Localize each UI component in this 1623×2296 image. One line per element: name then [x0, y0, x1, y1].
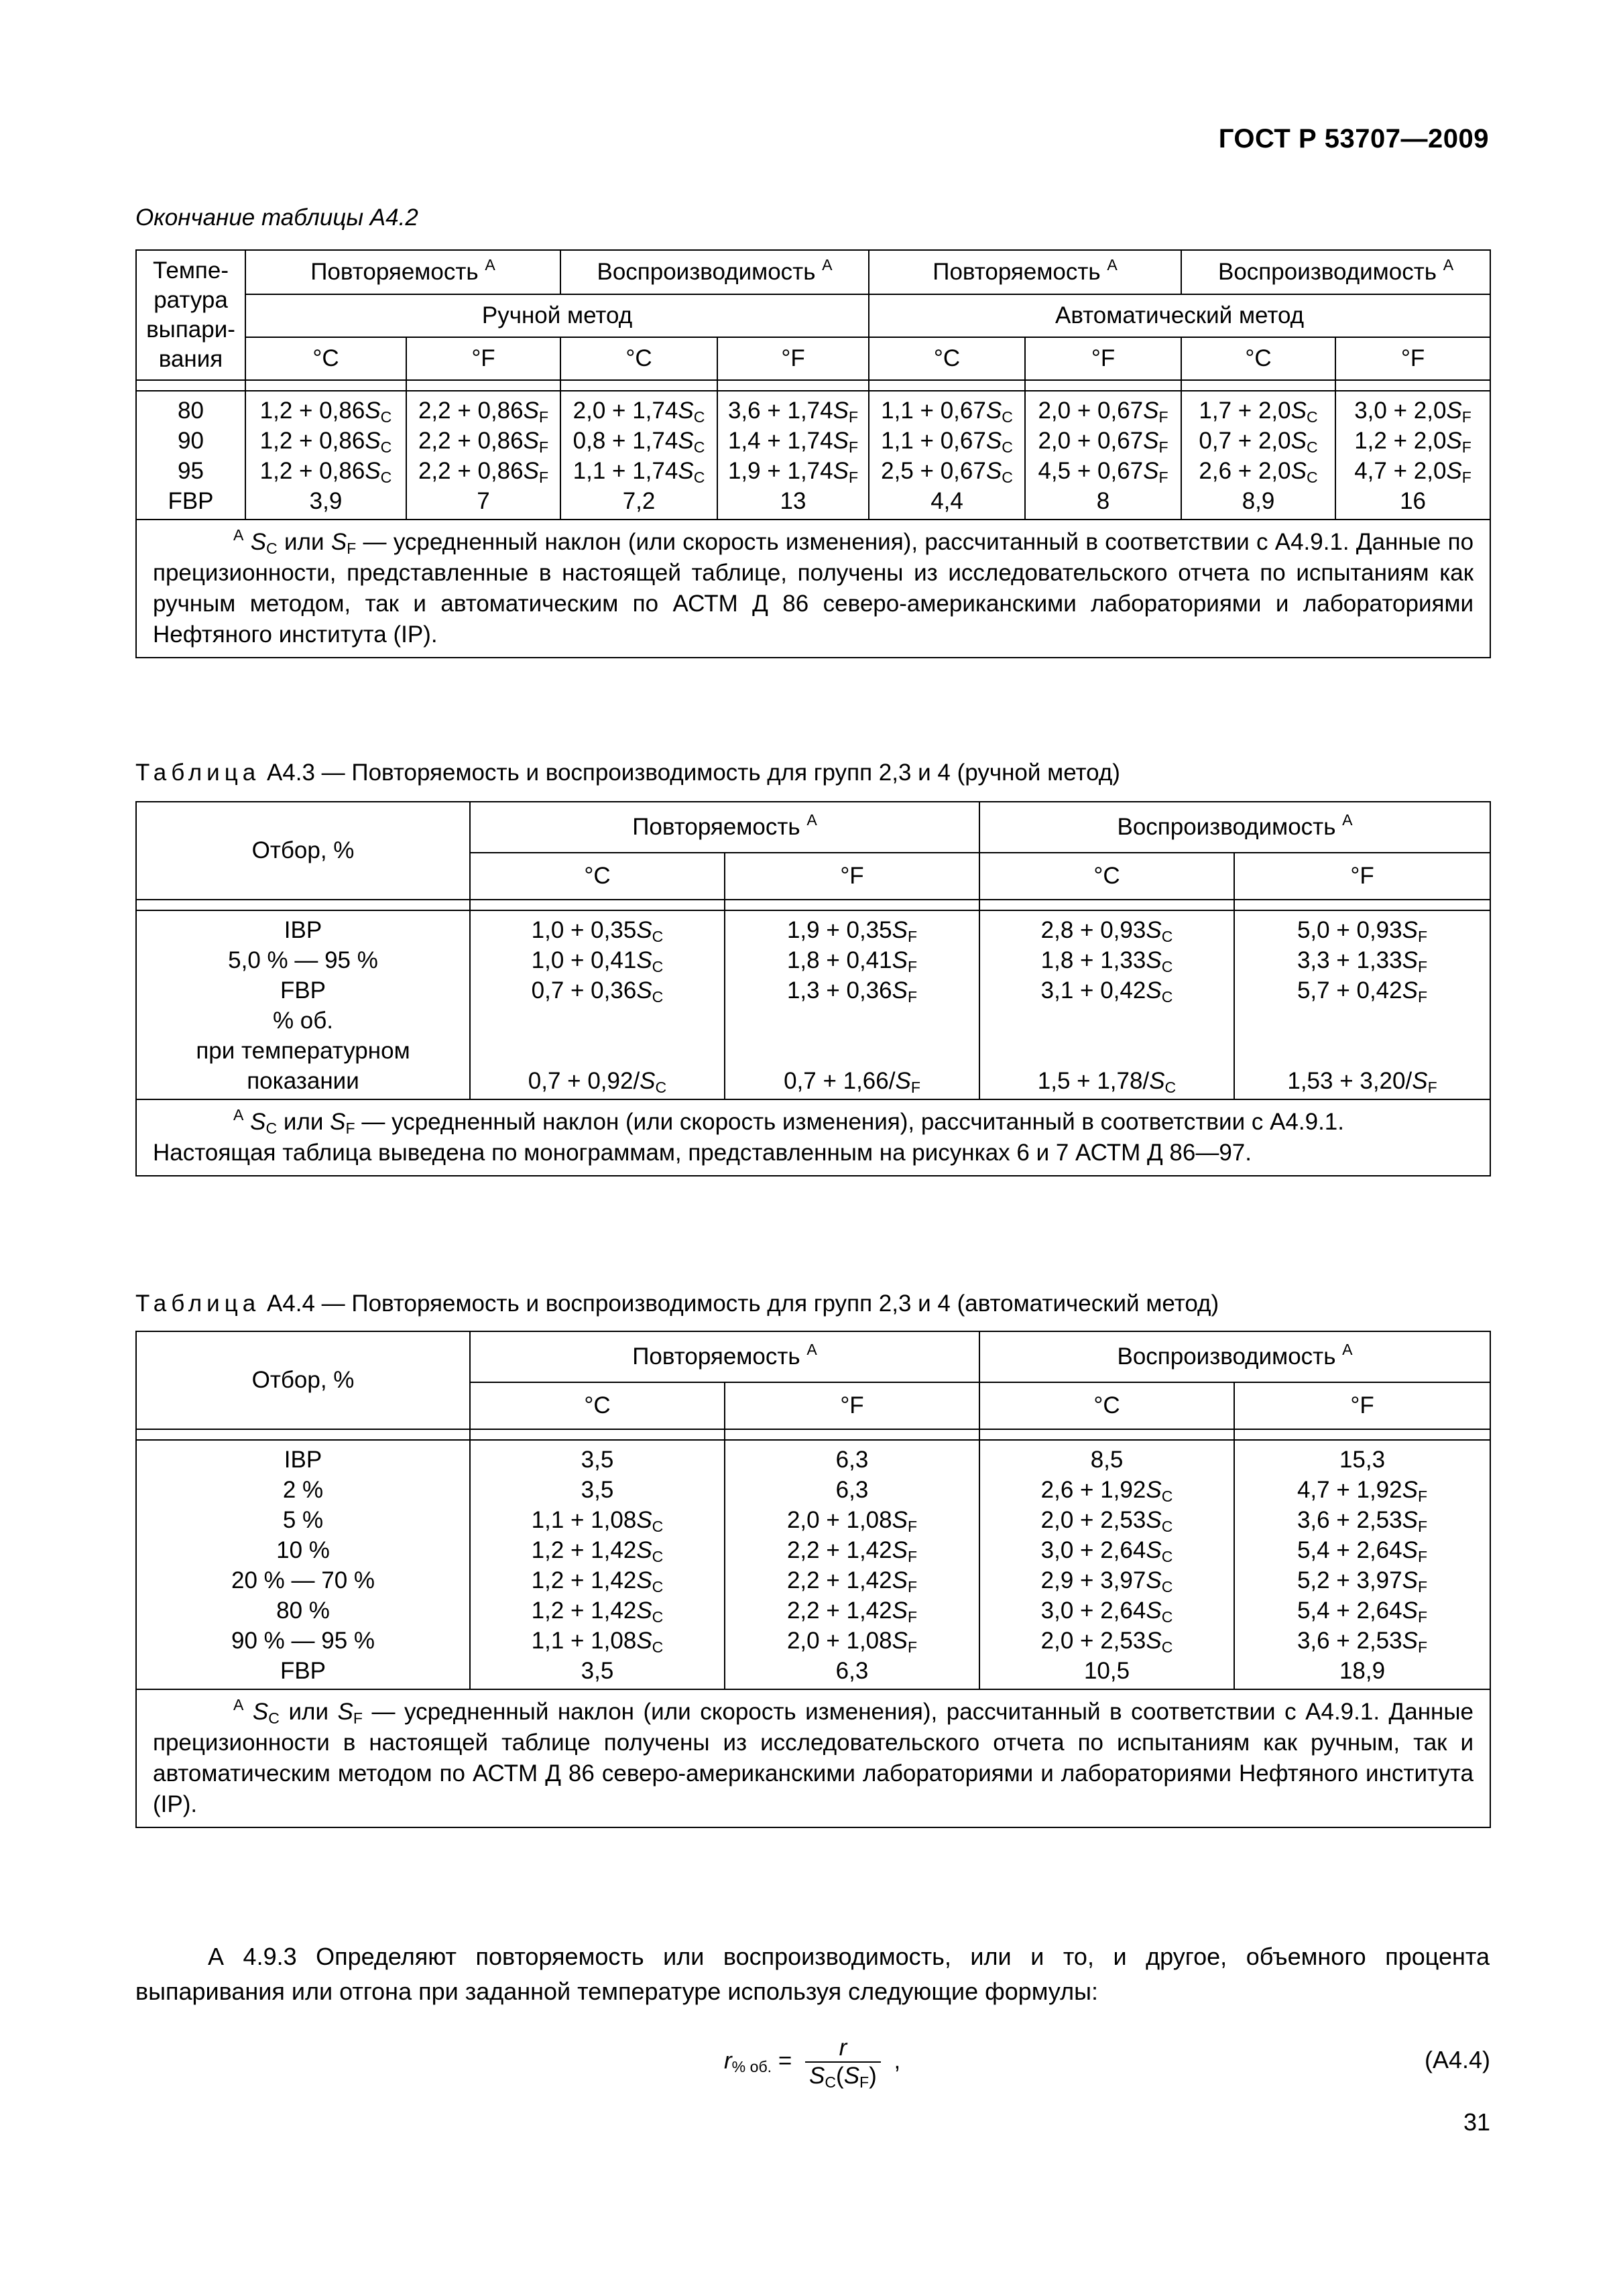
header-selection: Отбор, %: [136, 802, 470, 900]
table-cell: $1,0 + 0,35S_C$: [531, 917, 664, 945]
data-column: [979, 1440, 1234, 1689]
unit-c: °С: [979, 1382, 1234, 1429]
page-number: 31: [1463, 2108, 1490, 2136]
table-a44-footnote: $^А$ $S_C$ или $S_F$ — усредненный наклон (или скорость изменения), рассчитанный в соответствии с А4.9.1. Данные прецизионности в настоящей таблице получены из исследовательского отчета по испытаниям как ручным, так и автоматическим методом по АСТМ Д 86 северо-американскими лабораториями и лабораториями Нефтяного института (IP).: [136, 1689, 1490, 1827]
document-id: ГОСТ Р 53707—2009: [1218, 124, 1489, 154]
table-a42-caption: Окончание таблицы А4.2: [135, 204, 418, 231]
table-cell: $5,7 + 0,42S_F$: [1297, 977, 1428, 1006]
table-cell: $2,0 + 2,53S_C$: [1040, 1628, 1173, 1656]
row-label: 2 %: [282, 1477, 324, 1503]
table-cell: 15,3: [1339, 1447, 1386, 1473]
row-labels: [136, 1440, 470, 1689]
table-cell: $1,8 + 1,33S_C$: [1040, 947, 1173, 975]
row-label: 90 % — 95 %: [231, 1628, 375, 1654]
table-a43-footnote: $^А$ $S_C$ или $S_F$ — усредненный наклон (или скорость изменения), рассчитанный в соответствии с А4.9.1. Настоящая таблица выведена по монограммам, представленным на рисунках 6 и 7 АСТМ Д 86—97.: [136, 1099, 1490, 1176]
row-label: FBP: [168, 488, 214, 514]
unit-c: °С: [1181, 337, 1335, 380]
header-repeatability-auto: Повторяемость $^А$: [869, 250, 1181, 294]
table-cell: $2,2 + 0,86S_F$: [418, 398, 549, 426]
table-cell: $3,0 + 2,64S_C$: [1040, 1537, 1173, 1565]
table-a42-footnote: $^А$ $S_C$ или $S_F$ — усредненный наклон (или скорость изменения), рассчитанный в соответствии с А4.9.1. Данные по прецизионности, представленные в настоящей таблице, получены из исследовательского отчета по испытаниям как ручным методом, так и автоматическим по АСТМ Д 86 северо-американскими лабораториями и лабораториями Нефтяного института (IP).: [136, 520, 1490, 658]
data-column: [1234, 910, 1490, 1099]
row-label: % об.: [272, 1008, 334, 1034]
row-label: показании: [247, 1068, 359, 1094]
table-cell: $0,7 + 0,92/S_C$: [528, 1068, 667, 1096]
table-cell: $1,0 + 0,41S_C$: [531, 947, 664, 975]
data-column: [1335, 391, 1490, 520]
table-cell: 3,5: [581, 1447, 614, 1473]
table-cell: $2,9 + 3,97S_C$: [1040, 1567, 1173, 1595]
table-cell: 8,9: [1242, 488, 1275, 514]
table-cell: $2,0 + 1,08S_F$: [786, 1507, 918, 1535]
table-cell: $1,2 + 2,0S_F$: [1354, 428, 1471, 456]
row-label: 80 %: [276, 1597, 330, 1624]
table-cell: $2,6 + 1,92S_C$: [1040, 1477, 1173, 1505]
table-cell: $4,5 + 0,67S_F$: [1038, 458, 1168, 486]
table-cell: $5,4 + 2,64S_F$: [1297, 1537, 1428, 1565]
data-column: [470, 910, 725, 1099]
table-cell: $0,7 + 1,66/S_F$: [784, 1068, 920, 1096]
unit-f: °F: [725, 853, 979, 900]
table-cell: 16: [1400, 488, 1427, 514]
unit-f: °F: [1025, 337, 1181, 380]
data-column: [869, 391, 1025, 520]
table-cell: $3,6 + 1,74S_F$: [727, 398, 859, 426]
row-label: при температурном: [196, 1038, 410, 1064]
table-cell: $2,5 + 0,67S_C$: [881, 458, 1013, 486]
row-label: 10 %: [276, 1537, 330, 1563]
table-cell: $1,1 + 1,08S_C$: [531, 1507, 664, 1535]
table-cell: $1,4 + 1,74S_F$: [727, 428, 859, 456]
data-column: [245, 391, 406, 520]
header-repeatability: Повторяемость $^А$: [470, 1331, 979, 1382]
table-cell: $2,0 + 0,67S_F$: [1038, 428, 1168, 456]
header-repeatability-manual: Повторяемость $^А$: [245, 250, 560, 294]
table-cell: $1,9 + 1,74S_F$: [727, 458, 859, 486]
table-cell: $1,8 + 0,41S_F$: [786, 947, 918, 975]
formula-a44: $r_{\% об.}$ = $\frac{r}{S_C(S_F)}$ ,: [724, 2035, 901, 2091]
header-manual-method: Ручной метод: [245, 294, 869, 337]
data-column: [1234, 1440, 1490, 1689]
data-column: [725, 1440, 979, 1689]
table-cell: $2,0 + 0,67S_F$: [1038, 398, 1168, 426]
table-cell: $3,6 + 2,53S_F$: [1297, 1507, 1428, 1535]
table-cell: 13: [780, 488, 806, 514]
table-cell: $3,3 + 1,33S_F$: [1297, 947, 1428, 975]
data-column: [979, 910, 1234, 1099]
table-cell: $2,0 + 1,74S_C$: [573, 398, 705, 426]
table-cell: $1,1 + 0,67S_C$: [881, 428, 1013, 456]
header-reproducibility-manual: Воспроизводимость $^А$: [560, 250, 869, 294]
table-cell: 10,5: [1083, 1658, 1130, 1684]
row-labels: [136, 391, 245, 520]
table-cell: $1,5 + 1,78/S_C$: [1037, 1068, 1177, 1096]
table-cell: $2,2 + 1,42S_F$: [786, 1537, 918, 1565]
table-a44-caption: Таблица А4.4 — Повторяемость и воспроизводимость для групп 2,3 и 4 (автоматический метод): [135, 1290, 1219, 1317]
table-cell: $2,2 + 1,42S_F$: [786, 1597, 918, 1626]
table-cell: 6,3: [835, 1477, 869, 1503]
table-cell: $2,2 + 0,86S_F$: [418, 458, 549, 486]
table-cell: $3,1 + 0,42S_C$: [1040, 977, 1173, 1006]
table-a42: [135, 249, 1491, 658]
table-a44: [135, 1331, 1491, 1828]
data-column: [717, 391, 869, 520]
table-cell: $0,8 + 1,74S_C$: [573, 428, 705, 456]
table-cell: $4,7 + 1,92S_F$: [1297, 1477, 1428, 1505]
row-label: 80: [178, 398, 204, 424]
unit-c: °С: [470, 1382, 725, 1429]
table-cell: $1,2 + 1,42S_C$: [531, 1597, 664, 1626]
table-cell: 6,3: [835, 1658, 869, 1684]
data-column: [560, 391, 717, 520]
unit-f: °F: [406, 337, 560, 380]
table-cell: $1,2 + 0,86S_C$: [259, 398, 392, 426]
row-label: 20 % — 70 %: [231, 1567, 375, 1593]
fraction: $\frac{r}{S_C(S_F)}$: [805, 2035, 881, 2090]
table-cell: $2,0 + 1,08S_F$: [786, 1628, 918, 1656]
table-cell: $1,1 + 1,08S_C$: [531, 1628, 664, 1656]
row-label: FBP: [280, 1658, 326, 1684]
row-labels: [136, 910, 470, 1099]
table-cell: $3,0 + 2,0S_F$: [1354, 398, 1471, 426]
table-cell: 8,5: [1090, 1447, 1124, 1473]
table-cell: $1,7 + 2,0S_C$: [1199, 398, 1318, 426]
unit-f: °F: [1335, 337, 1490, 380]
row-label: FBP: [280, 977, 326, 1004]
table-cell: $3,0 + 2,64S_C$: [1040, 1597, 1173, 1626]
unit-c: °С: [560, 337, 717, 380]
row-label: IBP: [284, 917, 322, 943]
row-label: 5 %: [282, 1507, 324, 1533]
data-column: [725, 910, 979, 1099]
table-cell: $0,7 + 0,36S_C$: [531, 977, 664, 1006]
table-cell: $2,8 + 0,93S_C$: [1040, 917, 1173, 945]
table-cell: $1,1 + 1,74S_C$: [573, 458, 705, 486]
row-label: IBP: [284, 1447, 322, 1473]
unit-c: °С: [869, 337, 1025, 380]
equation-number: (А4.4): [1424, 2046, 1490, 2073]
table-cell: $1,2 + 0,86S_C$: [259, 428, 392, 456]
table-cell: $1,3 + 0,36S_F$: [786, 977, 918, 1006]
unit-c: °С: [979, 853, 1234, 900]
header-auto-method: Автоматический метод: [869, 294, 1490, 337]
table-cell: $1,9 + 0,35S_F$: [786, 917, 918, 945]
table-cell: $5,4 + 2,64S_F$: [1297, 1597, 1428, 1626]
unit-c: °С: [470, 853, 725, 900]
table-cell: 18,9: [1339, 1658, 1386, 1684]
table-cell: $0,7 + 2,0S_C$: [1199, 428, 1318, 456]
table-cell: 3,5: [581, 1658, 614, 1684]
row-label: 90: [178, 428, 204, 454]
table-cell: $2,2 + 1,42S_F$: [786, 1567, 918, 1595]
header-reproducibility-auto: Воспроизводимость $^А$: [1181, 250, 1490, 294]
table-cell: 7,2: [622, 488, 656, 514]
table-cell: $2,2 + 0,86S_F$: [418, 428, 549, 456]
unit-f: °F: [1234, 853, 1490, 900]
table-cell: 6,3: [835, 1447, 869, 1473]
table-cell: $1,2 + 1,42S_C$: [531, 1567, 664, 1595]
data-column: [1025, 391, 1181, 520]
header-selection: Отбор, %: [136, 1331, 470, 1429]
header-repeatability: Повторяемость $^А$: [470, 802, 979, 853]
table-cell: 7: [477, 488, 490, 514]
unit-f: °F: [717, 337, 869, 380]
header-reproducibility: Воспроизводимость $^А$: [979, 1331, 1490, 1382]
table-cell: 8: [1096, 488, 1110, 514]
data-column: [1181, 391, 1335, 520]
table-cell: $1,1 + 0,67S_C$: [881, 398, 1013, 426]
table-cell: 3,5: [581, 1477, 614, 1503]
header-reproducibility: Воспроизводимость $^А$: [979, 802, 1490, 853]
table-cell: $4,7 + 2,0S_F$: [1354, 458, 1471, 486]
unit-c: °С: [245, 337, 406, 380]
table-cell: 3,9: [309, 488, 343, 514]
table-a43-caption: Таблица А4.3 — Повторяемость и воспроизводимость для групп 2,3 и 4 (ручной метод): [135, 760, 1120, 786]
paragraph-a493: А 4.9.3 Определяют повторяемость или воспроизводимость, или и то, и другое, объемного процента выпаривания или отгона при заданной температуре используя следующие формулы:: [135, 1943, 1490, 2005]
data-column: [406, 391, 560, 520]
table-cell: $1,2 + 0,86S_C$: [259, 458, 392, 486]
table-cell: $2,6 + 2,0S_C$: [1199, 458, 1318, 486]
table-cell: $2,0 + 2,53S_C$: [1040, 1507, 1173, 1535]
table-cell: $5,0 + 0,93S_F$: [1297, 917, 1428, 945]
row-label: 95: [178, 458, 204, 484]
row-label: 5,0 % — 95 %: [228, 947, 378, 973]
unit-f: °F: [1234, 1382, 1490, 1429]
unit-f: °F: [725, 1382, 979, 1429]
table-cell: $3,6 + 2,53S_F$: [1297, 1628, 1428, 1656]
table-cell: $1,53 + 3,20/S_F$: [1287, 1068, 1437, 1096]
header-temperature: Темпе- ратура выпари- вания: [136, 250, 245, 380]
data-column: [470, 1440, 725, 1689]
table-cell: $1,2 + 1,42S_C$: [531, 1537, 664, 1565]
table-cell: $5,2 + 3,97S_F$: [1297, 1567, 1428, 1595]
table-a43: [135, 801, 1491, 1176]
table-cell: 4,4: [930, 488, 963, 514]
